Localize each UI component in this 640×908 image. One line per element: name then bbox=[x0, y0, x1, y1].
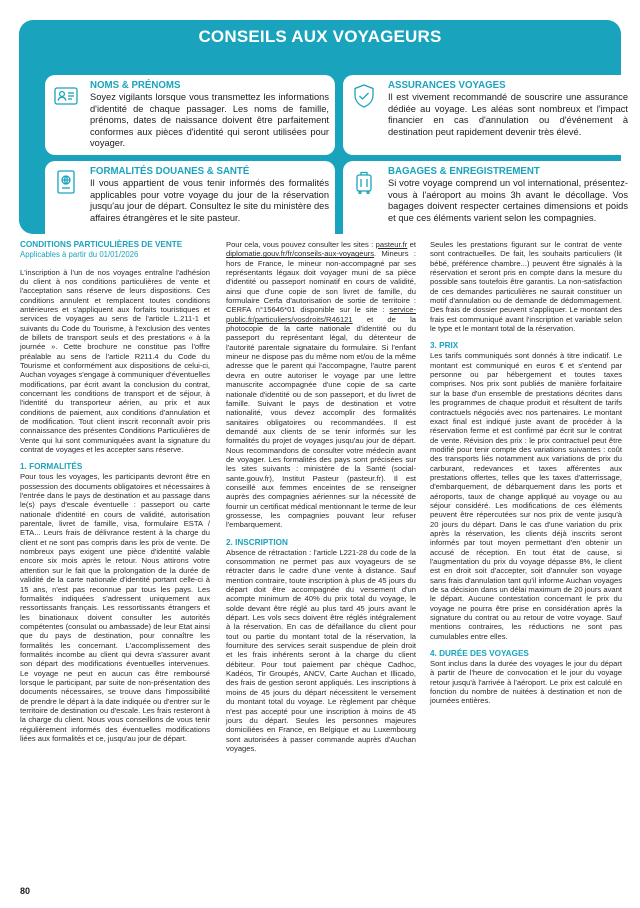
section-text-prix: Les tarifs communiqués sont donnés à titre indicatif. Le montant est communiqué en euros € et s'entend par personne ou par hébergement et toutes taxes comprises. Nos prix sont publiés de manière forfaitaire sur la base d'un ensemble de prestations décrites dans les programmes de chaque produit et résultent de tarifs contractuels négociés avec nos partenaires. Le montant exact final est indiqué juste avant de procéder à la réservation ferme et est confirmé par écrit sur le contrat de vente. Révision des prix : le prix contractuel peut être modifié pour tenir compte des variations suivantes : coût des transports liés notamment aux variations de prix du carburant, redevances et taxes afférentes aux prestations offertes, telles que les taxes d'atterrissage, d'embarquement, de débarquement dans les ports et aéroports, taux de change appliqué au voyage ou au séjour considéré. Les modifications de ces éléments peuvent être répercutées sur nos prix de vente jusqu'à 20 jours du départ. Dans le cas d'une variation du prix après la réservation, les clients déjà inscrits seront informés par tout moyen permettant d'en obtenir un accusé de réception. En tout état de cause, si l'augmentation du prix du voyage dépasse 8%, le client est en droit soit d'accepter, soit d'annuler son voyage sans frais d'annulation tant qu'il informe Auchan voyages de sa décision dans un délai maximum de 20 jours avant le départ. Aucune contestation concernant le prix du voyage ne pourra être prise en considération après la signature du contrat ou au retour de votre voyage. Sauf mentions contraires, les réductions ne sont pas cumulables entre elles. bbox=[430, 351, 622, 641]
section-text-duree: Sont inclus dans la durée des voyages le jour du départ à partir de l'heure de convocation et le jour du voyage retour jusqu'à l'arrivée à l'aéroport. Le prix est calculé en fonction du nombre de nuitées à destination et non de journées entières. bbox=[430, 659, 622, 706]
column-2 bbox=[226, 240, 416, 753]
banner-title: CONSEILS AUX VOYAGEURS bbox=[198, 27, 442, 46]
card-title: FORMALITÉS DOUANES & SANTÉ bbox=[90, 166, 250, 177]
formalites-continued: Pour cela, vous pouvez consulter les sites : pasteur.fr et diplomatie.gouv.fr/fr/conseils-aux-voyageurs. Mineurs : hors de France, le mineur non-accompagné par ses représentants légaux doit voyager muni de sa pièce d'identité ou passeport nominatif en cours de validité, ainsi que d'une copie de son livret de famille, du formulaire Cerfa d'autorisation de sortie de territoire : CERFA n°15646*01 disponible sur le site : service-public.fr/particuliers/vosdroits/R46121 et de la photocopie de la carte nationale d'identité ou du passeport du représentant légal, du détenteur de l'autorité parentale signataire du formulaire. Si l'enfant mineur ne dispose pas du même nom et/ou de la même adresse que le parent qui l'accompagne, l'autre parent devra en outre autoriser le voyage par une lettre manuscrite accompagnée d'une copie de sa carte nationale d'identité ou de son passeport, et du livret de famille. Suivant le pays de destination et votre nationalité, vous devez accomplir des formalités sanitaires obligatoires ou recommandées. Il est demandé aux clients de se tenir informés sur les formalités du projet de voyages jusqu'au jour de départ. Nous recommandons de consulter votre médecin avant de voyager. Les formalités des pays sont précisées sur les sites suivants : ministère de la Santé (social-sante.gouv.fr), Institut Pasteur (pasteur.fr). Il est conseillé aux femmes enceintes de se renseigner auprès des compagnies aériennes sur la nécessité de fournir un certificat médical mentionnant le terme de leur grossesse, les compagnies pouvant leur refuser l'embarquement. bbox=[226, 240, 416, 530]
text-span: et de la photocopie de la carte nationale d'identité ou du passeport du représentant légal, du détenteur de l'autorité parentale signataire du formulaire. Si l'enfant mineur ne dispose pas du même nom et/ou de la même adresse que le parent qui l'accompagne, l'autre parent devra en outre autoriser le voyage par une lettre manuscrite accompagnée d'une copie de sa carte nationale d'identité ou de son passeport, et du livret de famille. Suivant le pays de destination et votre nationalité, vous devez accomplir des formalités sanitaires obligatoires ou recommandées. Il est demandé aux clients de se tenir informés sur les formalités du projet de voyages jusqu'au jour de départ. Nous recommandons de consulter votre médecin avant de voyager. Les formalités des pays sont précisées sur les sites suivants : ministère de la Santé (social-sante.gouv.fr), Institut Pasteur (pasteur.fr). Il est conseillé aux femmes enceintes de se renseigner auprès des compagnies aériennes sur la nécessité de fournir un certificat médical mentionnant le terme de leur grossesse, les compagnies pouvant leur refuser l'embarquement. bbox=[226, 314, 416, 530]
passport-icon bbox=[53, 169, 79, 195]
column-3 bbox=[430, 240, 622, 706]
card-title: BAGAGES & ENREGISTREMENT bbox=[388, 166, 540, 177]
id-card-icon bbox=[53, 83, 79, 109]
text-span: et bbox=[407, 240, 416, 249]
card-assurances bbox=[343, 75, 634, 155]
shield-check-icon bbox=[351, 83, 377, 109]
card-text: Soyez vigilants lorsque vous transmettez les informations d'identité de chaque passager. Les noms de famille, prénoms, dates de naissance doivent être parfaitement conformes aux pièces d'identité qui seront utilisées pour voyager. bbox=[90, 92, 329, 149]
card-bagages bbox=[343, 161, 634, 249]
card-formalites bbox=[45, 161, 335, 249]
card-title: NOMS & PRÉNOMS bbox=[90, 80, 181, 91]
diplomatie-link[interactable]: diplomatie.gouv.fr/fr/conseils-aux-voyageurs bbox=[226, 249, 375, 259]
section-title-formalites: 1. FORMALITÉS bbox=[20, 462, 83, 472]
conditions-subtitle: Applicables à partir du 01/01/2026 bbox=[20, 250, 139, 259]
page-number: 80 bbox=[20, 886, 31, 896]
pasteur-link[interactable]: pasteur.fr bbox=[375, 240, 408, 249]
advice-banner bbox=[19, 20, 628, 234]
text-span: Pour cela, vous pouvez consulter les sites : bbox=[226, 240, 374, 249]
conditions-intro: L'inscription à l'un de nos voyages entraîne l'adhésion du client à nos conditions particulières de vente et l'acceptation sans réserve de leurs dispositions. Ces conditions annulent et remplacent toutes conditions antérieures et s'appliquent aux forfaits touristiques et services de voyages au sens de l'article L.211-1 et suivants du Code du Tourisme, à l'exclusion des ventes de billets de transport seuls et des prestations « à la journée ». Cette brochure ne constitue pas l'offre préalable au sens de l'article R211.4 du Code du Tourisme et conformément aux dispositions de celui-ci, Auchan voyages s'engage à communiquer d'éventuelles modifications, par écrit avant la conclusion du contrat, concernant les conditions de transport et de séjour, à l'identité du transporteur aérien, au prix et aux conditions de paiement, aux conditions d'annulation et de modification. Tout client inscrit reconnaît avoir pris connaissance des présentes Conditions Particulières de Vente qui lui sont communiquées avant la signature du contrat de voyages et les accepter sans réserve. bbox=[20, 267, 210, 455]
card-text: Il est vivement recommandé de souscrire une assurance dédiée au voyage. Les aléas sont nombreux et l'impact financier en cas d'annulation ou d'événement à destination peut rapidement devenir très élevé. bbox=[388, 92, 628, 137]
section-text-inscription: Absence de rétractation : l'article L221-28 du code de la consommation ne permet pas aux voyageurs de se rétracter dans le cadre d'une vente à distance. Sauf mention contraire, toute inscription à plus de 45 jours du départ doit être accompagnée du versement d'un acompte minimum de 40% du prix total du voyage, le solde devant être réglé au plus tard 45 jours avant le départ. Les vols secs doivent être réglés intégralement à la réservation. En cas de défaillance du client pour tout ou partie du montant total de la réservation, la fourniture des services serait suspendue de plein droit et les frais inhérents seront à la charge du client débiteur. Pour tout paiement par chèque Cadhoc, Kadéos, Tir Groupés, ANCV, Carte Auchan et Illicado, des frais de gestion seront appliqués. Les inscriptions à moins de 45 jours du départ nécessitent le versement du montant total du voyage. Le règlement par chèque n'est pas accepté pour une inscription à moins de 45 jours du départ. Seules les personnes majeures domiciliées en France, en Belgique et au Luxembourg sont autorisées à passer commande auprès d'Auchan voyages. bbox=[226, 547, 416, 753]
card-text: Il vous appartient de vous tenir informés des formalités applicables pour votre voyage du jour de la réservation jusqu'au jour de départ. Consultez le site du ministère des affaires étrangères et le site pasteur. bbox=[90, 178, 329, 223]
section-title-prix: 3. PRIX bbox=[430, 341, 459, 351]
section-title-inscription: 2. INSCRIPTION bbox=[226, 537, 288, 547]
luggage-icon bbox=[351, 169, 377, 195]
text-span: Mineurs : hors de France, le mineur non-accompagné par ses représentants légaux doit voyager muni de sa pièce d'identité ou passeport nominatif en cours de validité, ainsi que d'une copie de son livret de famille, du formulaire Cerfa d'autorisation de sortie de territoire : CERFA n°15646*01 disponible sur le site : bbox=[226, 249, 416, 315]
section-title-duree: 4. DURÉE DES VOYAGES bbox=[430, 649, 529, 659]
service-public-link[interactable]: service-public.fr/particuliers/vosdroits/R46121 bbox=[226, 305, 416, 324]
column-1 bbox=[20, 240, 210, 743]
inscription-continued: Seules les prestations figurant sur le contrat de vente sont contractuelles. De fait, les souhaits particuliers (lit bébé, préférence chambre...) peuvent être signalés à la réservation et seront pris en compte dans la mesure du possible sans toutefois être garantis. La non-satisfaction de ces demandes particulières ne saurait constituer un motif d'annulation ou de demande de dédommagement. Des frais de dossier peuvent s'appliquer. Le montant des frais est communiqué avant l'inscription et variable selon le type et le montant total de la réservation. bbox=[430, 240, 622, 334]
section-text-formalites: Pour tous les voyages, les participants devront être en possession des documents obligatoires et nécessaires à l'entrée dans le pays de destination et au passage dans le(s) pays d'escale éventuelle : passeport ou carte nationale d'identité en cours de validité, autorisation parentale, livret de famille, visa, formulaire ESTA / ETA... Leurs frais de délivrance restent à la charge du client et ne sont pas compris dans les prix de vente. De nombreux pays exigent une pièce d'identité valable encore six mois après le retour. Nous attirons votre attention sur le fait que la prolongation de la durée de validité de la carte nationale d'identité portant celle-ci à 15 ans, n'est pas reconnue par tous les pays. Les formalités indiquées s'adressent uniquement aux ressortissants français. Les ressortissants étrangers et les binationaux doivent consulter les autorités compétentes (consulat ou ambassade) de leur Etat ainsi que du pays de destination, pour connaître les formalités les concernant. L'accomplissement des formalités incombe au client qui devra s'assurer avant son départ des modifications éventuelles intervenues. Le voyage ne peut en aucun cas être remboursé lorsque le participant, par suite de non-présentation des documents nécessaires, se trouve dans l'impossibilité de prendre le départ à la date indiquée ou d'entrer sur le territoire de destination ou d'escale. Les frais resteront à la charge du client. Nous vous conseillons de vous tenir régulièrement informés des éventuelles modifications liées aux formalités et ce, jusqu'au jour de départ. bbox=[20, 472, 210, 743]
conditions-title: CONDITIONS PARTICULIÈRES DE VENTE bbox=[20, 240, 183, 249]
card-noms-prenoms bbox=[45, 75, 335, 155]
card-text: Si votre voyage comprend un vol international, présentez-vous à l'aéroport au moins 3h avant le décollage. Vos bagages doivent respecter certaines dimensions et poids et que ces éléments varient selon les compagnies. bbox=[388, 178, 628, 223]
card-title: ASSURANCES VOYAGES bbox=[388, 80, 506, 91]
